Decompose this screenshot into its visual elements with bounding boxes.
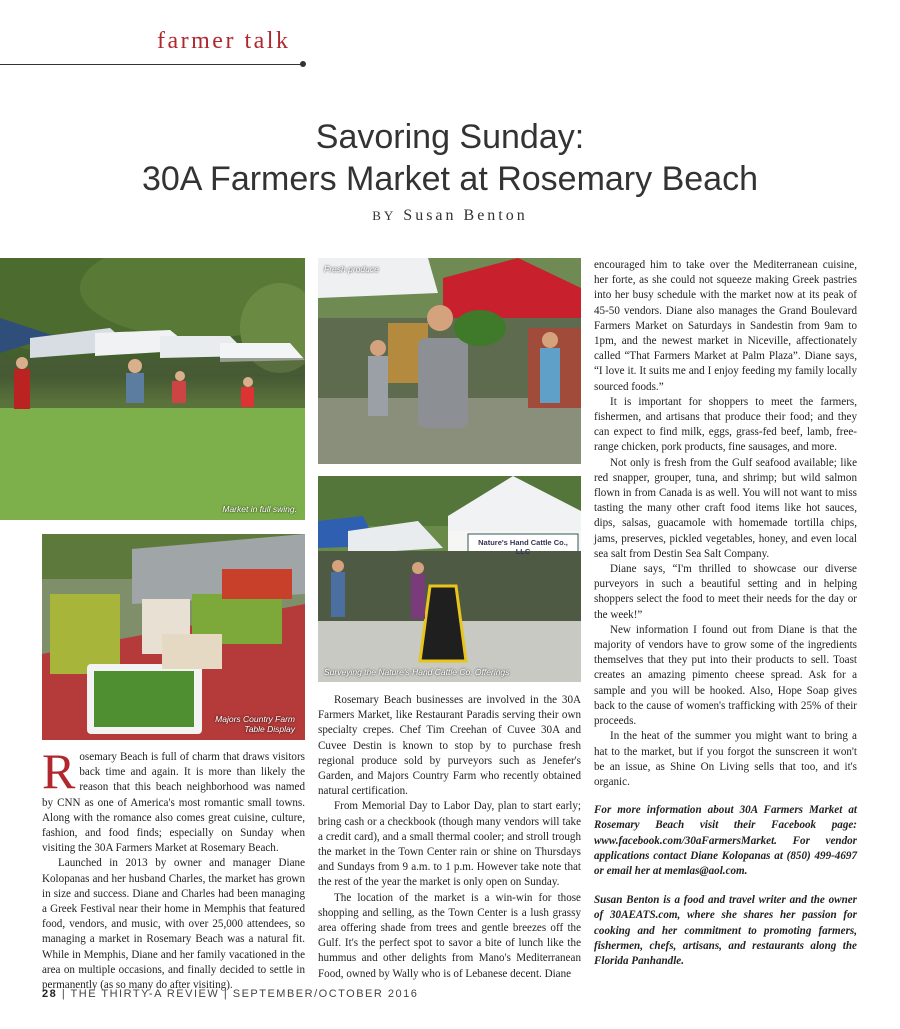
- byline-name: Susan Benton: [403, 207, 528, 224]
- page-number: 28: [42, 988, 58, 1000]
- col3-para-1: encouraged him to take over the Mediterranean cuisine, her forte, as she could not squeeze making Greek pastries into her busy schedule with the market now at its peak of 45-50 vendors. Diane also manages the Grand Boulevard Farmers Market on Saturdays in Sandestin from 9am to 1pm, and the newest market in Niceville, affectionately called “That Farmers Market at Palm Plaza”. Diane says, “I love it. It suits me and I enjoy feeding my family locally sourced foods.”: [594, 259, 857, 393]
- magazine-name: THE THIRTY-A REVIEW: [70, 988, 220, 1000]
- col3-para-2: It is important for shoppers to meet the farmers, fishermen, and artisans that produce their food; and they can expect to find milk, eggs, grass-fed beef, lamb, free-range chicken, pork products, fine sausages, and more.: [594, 395, 857, 454]
- cattle-co-sign: Nature's Hand Cattle Co., LLC: [478, 538, 568, 556]
- section-tag: farmer talk: [157, 28, 291, 54]
- article-title-line2: 30A Farmers Market at Rosemary Beach: [141, 160, 758, 198]
- column-3: [594, 258, 857, 969]
- col1-para-1-text: osemary Beach is full of charm that draws visitors back time and again. It is more than likely the reason that this beach neighborhood was named by CNN as one of America's most romantic small towns. Along with the romance also comes great cuisine, culture, fashion, and food finds; especially on Sunday when visiting the 30A Farmers Market at Rosemary Beach.: [42, 751, 305, 855]
- col2-para-2: From Memorial Day to Labor Day, plan to start early; bring cash or a checkbook (though many vendors will take a credit card), and a small thermal cooler; and stroll trough the market in the Town Center rain or shine on Thursdays and Sundays from 9 a.m. to 1 p.m. However take note that the rest of the year the market is only open on Sunday.: [318, 800, 581, 889]
- photo-cattle-co: [318, 476, 581, 682]
- footer-separator-2: |: [223, 988, 229, 1000]
- photo-farm-table: [42, 534, 305, 740]
- col1-para-2: Launched in 2013 by owner and manager Diane Kolopanas and her husband Charles, the market has grown in size and success. Diane and Charles had been managing a Greek Festival near their home in Memphis that featured food, vendors, and music, with over 25,000 attendees, so managing a market in Rosemary Beach was a natural fit. While in Memphis, Diane and her family vacationed in the area on multiple occasions, and finally decided to settle in permanently (as so many do after visiting).: [42, 857, 305, 992]
- photo-market: [0, 258, 305, 520]
- photo-watermelon-man: [318, 258, 581, 464]
- footer-separator-1: |: [61, 988, 67, 1000]
- photo-cattle-co-caption: Surveying the Nature's Hand Cattle Co. Offerings: [324, 667, 510, 677]
- article-title-line1: Savoring Sunday:: [315, 118, 585, 156]
- col3-para-6: In the heat of the summer you might want to bring a hat to the market, but if you forgot the sunscreen it won't be an issue, as Shine On Living sells that too, and it's organic.: [594, 730, 857, 788]
- col3-para-4: Diane says, “I'm thrilled to showcase our diverse purveyors in such a beautiful setting and in helping shoppers select the food to meet their needs for the day or the week!”: [594, 563, 857, 621]
- col1-para-1: [42, 743, 305, 856]
- byline-by: BY: [372, 208, 397, 223]
- page-footer: [42, 988, 418, 1000]
- issue-date: SEPTEMBER/OCTOBER 2016: [232, 988, 419, 1000]
- photo-produce-caption: Fresh produce: [324, 264, 379, 274]
- photo-market-caption: Market in full swing.: [222, 504, 297, 514]
- col3-para-3: Not only is fresh from the Gulf seafood available; like red snapper, grouper, tuna, and shrimp; but wild salmon flown in from Canada is as well. You will not want to miss tasting the many other craft food items like hot sauces, dips, salsas, guacamole with homemade tortilla chips, jams, preserves, pickled vegetables, honey, and even local sea salt from Destin Sea Salt Company.: [594, 456, 857, 560]
- header-rule: [0, 64, 304, 65]
- author-bio: Susan Benton is a food and travel writer and the owner of 30AEATS.com, where she shares her passion for cooking and her commitment to promoting farmers, fishermen, chefs, artisans, and restaurants along the Florida Panhandle.: [594, 894, 857, 967]
- drop-cap: R: [42, 743, 76, 799]
- photo-farm-table-caption: Majors Country Farm Table Display: [215, 714, 295, 734]
- byline: [0, 207, 900, 225]
- column-2: [318, 693, 581, 982]
- header-rule-dot: [300, 61, 306, 67]
- col3-para-5: New information I found out from Diane is that the majority of vendors have to grow some of the ingredients themselves that they put into their products to sell. Toast creates an amazing pimento cheese spread. Ask for a sample and you will be hooked. Also, Hope Soap gives back to the cause of women's trafficking with 25% of their proceeds.: [594, 623, 857, 728]
- info-note: For more information about 30A Farmers Market at Rosemary Beach visit their Facebook page: www.facebook.com/30aFarmersMarket. For vendor applications contact Diane Kolopanas at (850) 499-4697 or email her at memlas@aol.com.: [594, 804, 857, 877]
- column-1: [42, 743, 305, 993]
- col2-para-3: The location of the market is a win-win for those shopping and selling, as the Town Center is a lush grassy area offering shade from trees and gentle breezes off the Gulf. It's the perfect spot to savor a bite of lunch like the hummus and other delights from Mano's Mediterranean Food, owned by Wally who is of Lebanese decent. Diane: [318, 891, 581, 980]
- col2-para-1: Rosemary Beach businesses are involved in the 30A Farmers Market, like Restaurant Paradis serving their own specialty crepes. Chef Tim Creehan of Cuvee 30A and Cuvee Destin is known to stop by to purchase fresh regional produce sold by purveyors such as Jenefer's Garden, and Majors Country Farm who recently obtained natural certification.: [318, 694, 581, 798]
